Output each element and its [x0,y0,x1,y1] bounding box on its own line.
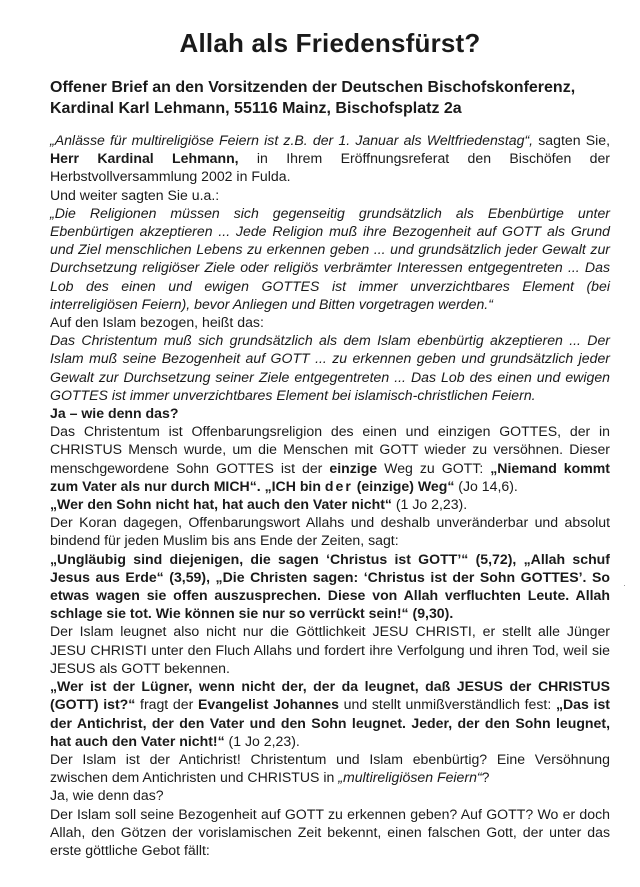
paragraph-continue: Und weiter sagten Sie u.a.: [50,186,220,203]
quote-koran [50,550,610,623]
letter-address [50,77,610,119]
paragraph-christianity [50,422,610,495]
text: Weg zu GOTT: [377,459,491,476]
heading-question-1 [50,404,610,422]
question-text: Ja – wie denn das? [50,405,179,422]
bible-quote-ich-bin: „ICH bin [264,477,325,494]
quote-feiern: „multireligiösen Feiern“ [338,769,482,786]
intro-text: sagten Sie, [533,132,611,148]
addressee-name: Herr Kardinal Lehmann, [50,150,239,167]
bible-quote-sohn: „Wer den Sohn nicht hat, hat auch den Vater nicht“ [50,496,392,513]
paragraph-johannes [50,677,610,750]
text: und stellt unmißverständlich fest: [338,696,556,713]
address-line-2: Kardinal Karl Lehmann, 55116 Mainz, Bischofsplatz 2a [50,100,462,117]
koran-quotes: „Ungläubig sind diejenigen, die sagen ‘Christus ist GOTT’“ (5,72), „Allah schuf Jesus aus Erde“ (3,59), „Die Christen sagen: ‘Christus ist der Sohn GOTTES’. So etwas wagen sie offen auszusprechen. Diese von Allah verfluchten Leute. Allah schlage sie tot. Wie können sie nur so verrückt sein!“ (9,30). [50,550,610,622]
heading-question-2: Ja, wie denn das? [50,787,164,804]
paragraph-antichrist [50,750,610,786]
citation: (1 Jo 2,23). [224,732,300,749]
quote-islam-applied: Das Christentum muß sich grundsätzlich als dem Islam ebenbürtig akzeptieren ... Der Islam muß seine Bezogenheit auf GOTT ... zu erkennen geben und grundsätzlich jeder Gewalt zur Durchsetzung seiner Ziele entgegentreten ... Das Lob des einen und ewigen GOTTES ist immer unverzichtbares Element bei islamisch-christlichen Feiern. [50,332,610,403]
text: Der Islam ist der Antichrist! Christentum und Islam ebenbürtig? Eine Versöhnung zwischen dem Antichristen und CHRISTUS in [50,750,610,786]
evangelist-name: Evangelist Johannes [197,696,339,713]
citation: (1 Jo 2,23). [391,496,468,513]
letter-body [50,131,610,859]
text: ? [481,769,490,786]
quote-lehmann: „Die Religionen müssen sich gegenseitig grundsätzlich als Ebenbürtige unter Ebenbürtigen akzeptieren ... Jede Religion muß ihre Bezogenheit auf GOTT als Grund und Ziel menschlichen Lebens zu erkennen geben ... und grundsätzlich jeder Gewalt zur Durchsetzung religiöser Ziele oder religiös verbrämter Interessen entgegentreten ... Das Lob des einen und ewigen GOTTES ist immer unverzichtbares Element (bei interreligiösen Feiern), bevor Anliegen und Bitten vorgetragen werden.“ [50,204,610,312]
paragraph-closing: Der Islam soll seine Bezogenheit auf GOTT zu erkennen geben? Auf GOTT? Wo er doch Allah, den Götzen der vorislamischen Zeit bekennt, einen falschen Gott, der unter das erste göttliche Gebot fällt: [50,805,610,858]
paragraph-koran: Der Koran dagegen, Offenbarungswort Allahs und deshalb unveränderbar und absolut bindend für jeden Muslim bis ans Ende der Zeiten, sagt: [50,514,610,549]
page-title: Allah als Friedensfürst? [179,28,481,58]
bible-quote-niemand: „Niemand kommt zum Vater als nur durch MICH“. [50,459,610,494]
paragraph-denial: Der Islam leugnet also nicht nur die Göttlichkeit JESU CHRISTI, er stellt alle Jünger JESU CHRISTI unter den Fluch Allahs und fordert ihre Verfolgung und ihren Tod, weil sie JESUS als GOTT bekennen. [50,623,610,676]
document-page [50,28,610,859]
paragraph-islam-ref: Auf den Islam bezogen, heißt das: [50,314,264,331]
intro-text-end: in Ihrem Eröffnungsreferat den Bischöfen der Herbstvollversammlung 2002 in Fulda. [50,150,610,185]
bible-quote-weg: (einzige) Weg“ [352,477,455,494]
scan-speck: · [623,580,626,590]
intro-quote: „Anlässe für multireligiöse Feiern ist z.B. der 1. Januar als Weltfriedenstag“, [50,132,534,148]
text: fragt der [135,696,198,713]
address-line-1: Offener Brief an den Vorsitzenden der Deutschen Bischofskonferenz, [50,79,576,96]
paragraph-sohn [50,495,610,513]
citation: (Jo 14,6). [454,477,518,494]
text: Das Christentum ist Offenbarungsreligion des einen und einzigen GOTTES, der in CHRISTUS Mensch wurde, um die Menschen mit GOTT wieder zu versöhnen. Dieser menschgewordene Sohn GOTTES ist der [50,423,610,476]
quote-luegner: „Wer ist der Lügner, wenn nicht der, der da leugnet, daß JESUS der CHRISTUS (GOTT) ist?“ [50,678,610,713]
emphasis-einzige: einzige [329,459,378,476]
spaced-der: der [324,477,353,494]
paragraph-intro [50,131,610,186]
quote-antichrist: „Das ist der Antichrist, der den Vater und den Sohn leugnet. Jeder, der den Sohn leugnet, hat auch den Vater nicht!“ [50,696,610,749]
